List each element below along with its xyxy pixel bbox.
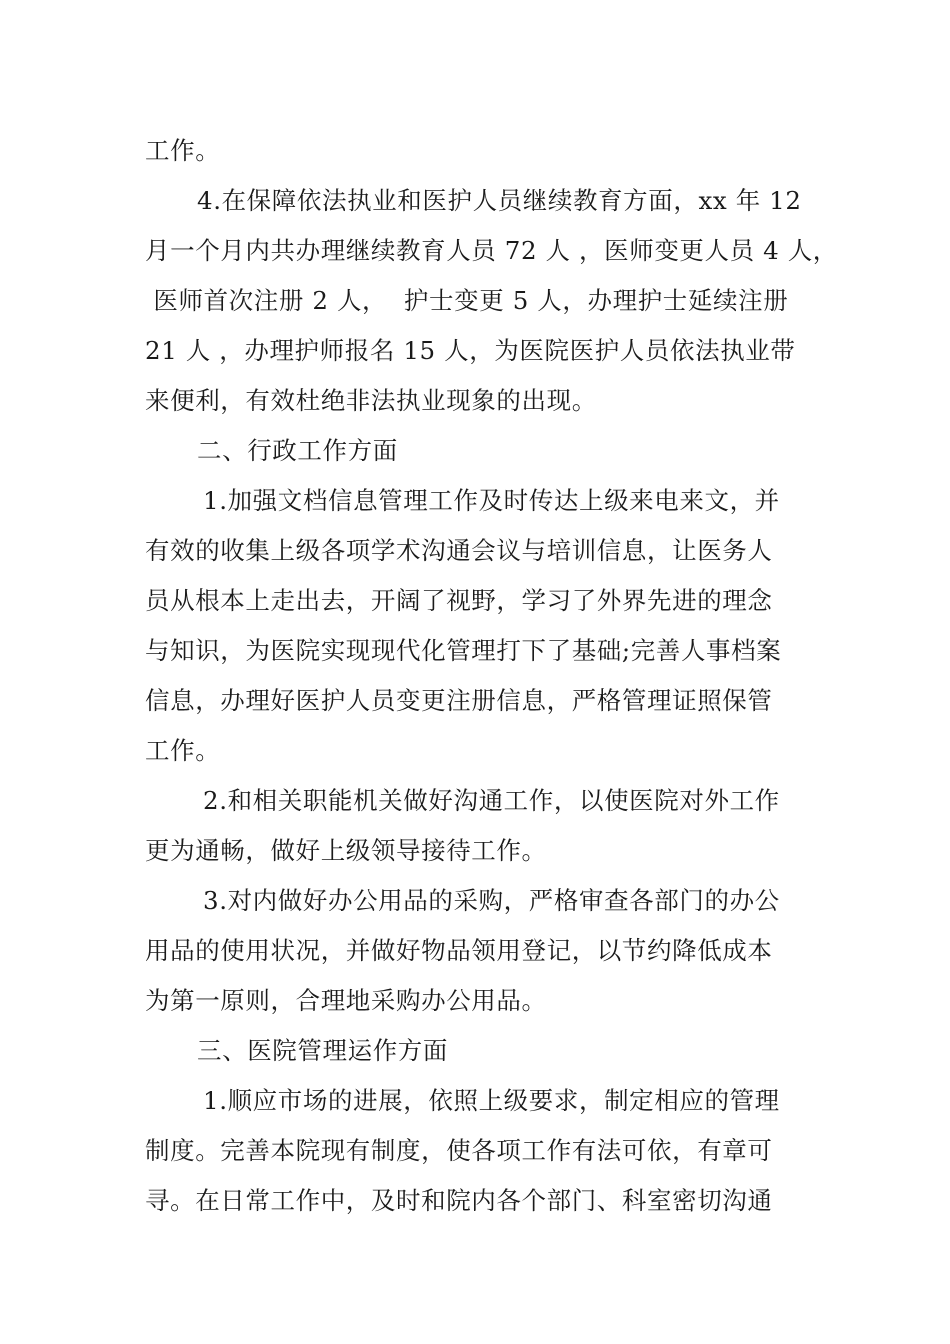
- paragraph-continuation: [145, 126, 810, 176]
- text-line: 寻。在日常工作中，及时和院内各个部门、科室密切沟通: [145, 1186, 773, 1215]
- text-line: 有效的收集上级各项学术沟通会议与培训信息，让医务人: [145, 536, 773, 565]
- paragraph-management-system: [145, 1076, 810, 1226]
- section-heading-hospital-management: 三、医院管理运作方面: [197, 1036, 448, 1065]
- section-heading-administration: 二、行政工作方面: [197, 436, 398, 465]
- paragraph-office-supplies: [145, 876, 810, 1026]
- text-line: 医师首次注册 2 人， 护士变更 5 人，办理护士延续注册: [145, 286, 789, 315]
- text-line: 来便利，有效杜绝非法执业现象的出现。: [145, 386, 597, 415]
- text-line: 2.和相关职能机关做好沟通工作，以使医院对外工作: [203, 786, 780, 815]
- text-line: 员从根本上走出去，开阔了视野，学习了外界先进的理念: [145, 586, 773, 615]
- text-line: 月一个月内共办理继续教育人员 72 人 ，医师变更人员 4 人，: [145, 236, 838, 265]
- paragraph-document-management: [145, 476, 810, 776]
- paragraph-continuing-education: [145, 176, 838, 426]
- text-line: 为第一原则，合理地采购办公用品。: [145, 986, 547, 1015]
- text-line: 1.加强文档信息管理工作及时传达上级来电来文，并: [203, 486, 780, 515]
- text-line: 用品的使用状况，并做好物品领用登记，以节约降低成本: [145, 936, 773, 965]
- text-line: 4.在保障依法执业和医护人员继续教育方面，xx 年 12: [197, 186, 802, 215]
- text-line: 21 人 ，办理护师报名 15 人，为医院医护人员依法执业带: [145, 336, 796, 365]
- text-line: 工作。: [145, 136, 221, 165]
- text-line: 更为通畅，做好上级领导接待工作。: [145, 836, 547, 865]
- paragraph-external-communication: [145, 776, 810, 876]
- document-body: [145, 126, 838, 1226]
- text-line: 3.对内做好办公用品的采购，严格审查各部门的办公: [203, 886, 780, 915]
- text-line: 1.顺应市场的进展，依照上级要求，制定相应的管理: [203, 1086, 780, 1115]
- text-line: 与知识，为医院实现现代化管理打下了基础;完善人事档案: [145, 636, 782, 665]
- text-line: 信息，办理好医护人员变更注册信息，严格管理证照保管: [145, 686, 773, 715]
- text-line: 工作。: [145, 736, 221, 765]
- text-line: 制度。完善本院现有制度，使各项工作有法可依，有章可: [145, 1136, 773, 1165]
